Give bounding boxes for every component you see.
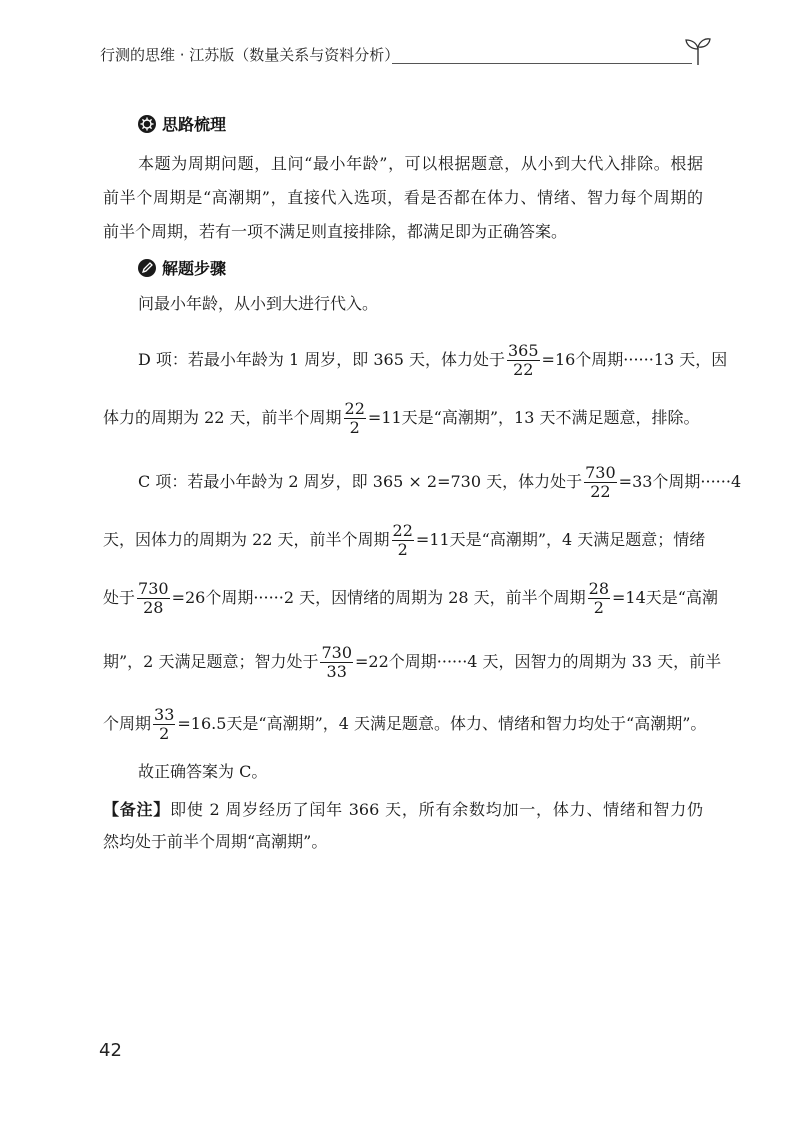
note-line-2: 然均处于前半个周期“高潮期”。 (103, 832, 328, 851)
section-title-steps: 解题步骤 (162, 259, 227, 278)
pencil-icon (138, 259, 156, 277)
option-d-line-2: 体力的周期为 22 天，前半个周期 $\frac{22}{2}$ =11天是“高潮期”，13 天不满足题意，排除。 (103, 399, 700, 437)
fraction: $\frac{730}{33}$ (321, 643, 352, 681)
fraction: $\frac{22}{2}$ (344, 399, 365, 437)
fraction: $\frac{365}{22}$ (507, 341, 539, 379)
header-rule (392, 63, 692, 64)
option-c-line-5: 个周期 $\frac{33}{2}$ =16.5天是“高潮期”，4 天满足题意。体力、情绪和智力均处于“高潮期”。 (103, 705, 707, 743)
paragraph-line: 问最小年龄，从小到大进行代入。 (138, 294, 379, 313)
fraction: $\frac{28}{2}$ (588, 579, 610, 617)
section-heading-steps (138, 256, 226, 280)
note-label: 【备注】 (103, 800, 171, 819)
section-title-approach: 思路梳理 (162, 115, 227, 134)
fraction: $\frac{33}{2}$ (154, 705, 175, 743)
header-title: 行测的思维 · 江苏版（数量关系与资料分析） (100, 46, 400, 64)
sprout-icon (684, 36, 712, 66)
page-number: 42 (99, 1040, 122, 1061)
option-d-line-1: D 项：若最小年龄为 1 周岁，即 365 天，体力处于 $\frac{365}{22}$ =16个周期······13 天，因 (138, 341, 728, 379)
paragraph-line: 前半个周期，若有一项不满足则直接排除，都满足即为正确答案。 (103, 222, 568, 241)
option-c-line-3: 处于 $\frac{730}{28}$ =26个周期······2 天，因情绪的周期为 28 天，前半个周期 $\frac{28}{2}$ =14天是“高潮 (103, 579, 718, 617)
paragraph-line: 前半个周期是“高潮期”，直接代入选项，看是否都在体力、情绪、智力每个周期的 (103, 188, 703, 207)
option-c-line-4: 期”，2 天满足题意；智力处于 $\frac{730}{33}$ =22个周期······4 天，因智力的周期为 33 天，前半 (103, 643, 722, 681)
option-c-line-1: C 项：若最小年龄为 2 周岁，即 365 × 2=730 天，体力处于 $\frac{730}{22}$ =33个周期······4 (138, 463, 742, 501)
fraction: $\frac{730}{22}$ (585, 463, 616, 501)
fraction: $\frac{730}{28}$ (138, 579, 169, 617)
gear-icon (138, 115, 156, 133)
section-heading-approach (138, 112, 226, 136)
running-header (100, 34, 712, 74)
note-line-1: 【备注】即使 2 周岁经历了闰年 366 天，所有余数均加一，体力、情绪和智力仍 (103, 800, 703, 819)
paragraph-line: 本题为周期问题，且问“最小年龄”，可以根据题意，从小到大代入排除。根据 (138, 154, 703, 173)
conclusion-line: 故正确答案为 C。 (138, 762, 268, 781)
option-c-line-2: 天，因体力的周期为 22 天，前半个周期 $\frac{22}{2}$ =11天是“高潮期”，4 天满足题意；情绪 (103, 521, 706, 559)
fraction: $\frac{22}{2}$ (392, 521, 413, 559)
